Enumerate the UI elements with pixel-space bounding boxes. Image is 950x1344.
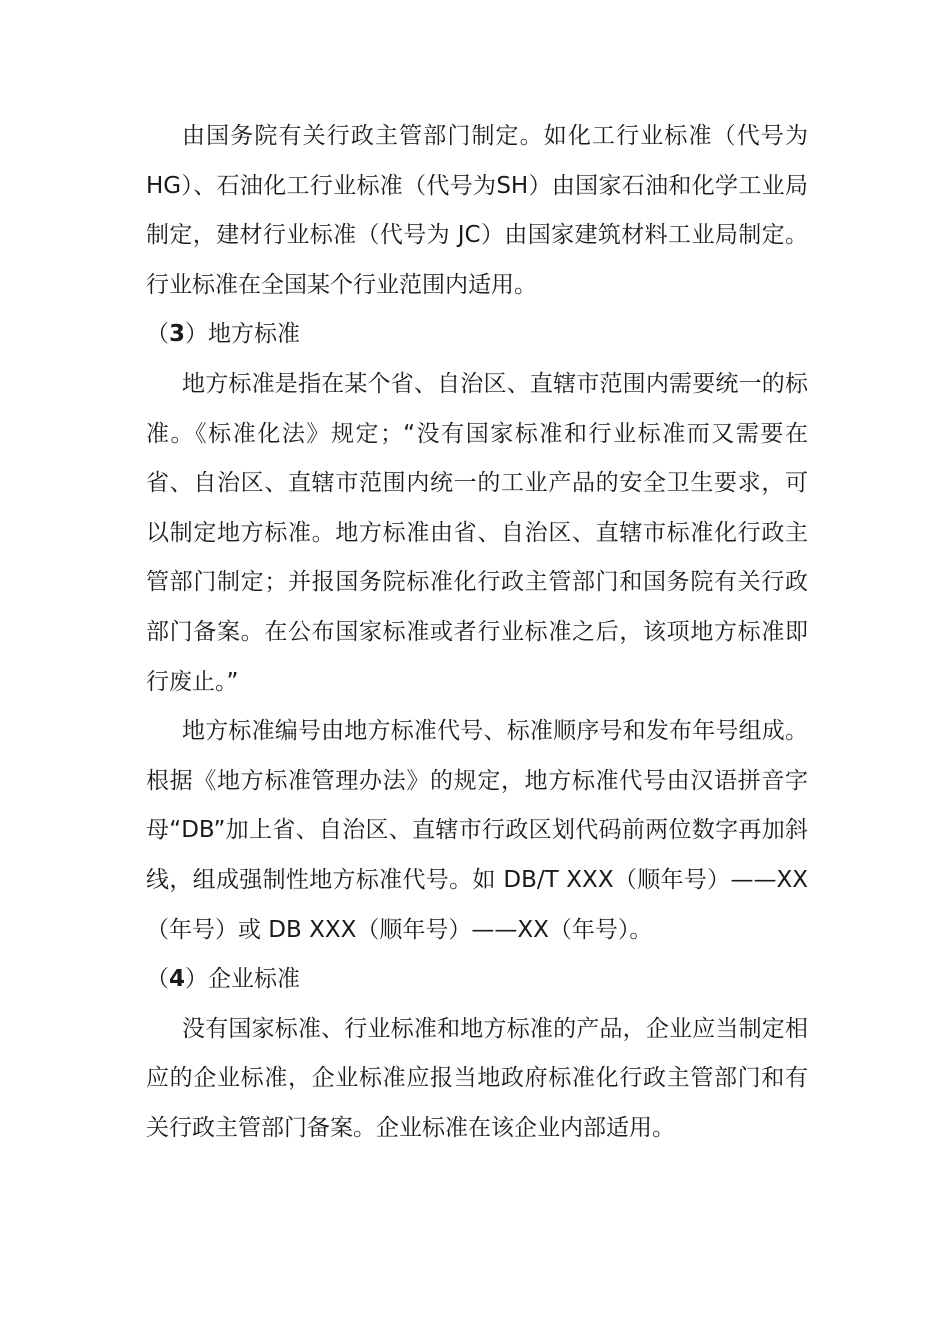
- section-heading-local-standard: [146, 310, 808, 360]
- heading-paren-open: （: [146, 321, 169, 348]
- heading-number: 3: [169, 321, 186, 348]
- paragraph-local-standard-numbering: 地方标准编号由地方标准代号、标准顺序号和发布年号组成。根据《地方标准管理办法》的规定，地方标准代号由汉语拼音字母“DB”加上省、自治区、直辖市行政区划代码前两位数字再加斜线，组成强制性地方标准代号。如 DB/T XXX（顺年号）——XX（年号）或 DB XXX（顺年号）——XX（年号）。: [146, 718, 808, 943]
- heading-title: 企业标准: [208, 966, 301, 993]
- heading-paren-open: （: [146, 966, 169, 993]
- heading-paren-close: ）: [185, 966, 209, 993]
- section-heading-enterprise-standard: [146, 955, 808, 1005]
- paragraph-enterprise-standard: 没有国家标准、行业标准和地方标准的产品，企业应当制定相应的企业标准，企业标准应报当地政府标准化行政主管部门和有关行政主管部门备案。企业标准在该企业内部适用。: [146, 1015, 808, 1141]
- document-body: [146, 112, 808, 1153]
- heading-paren-close: ）: [185, 321, 209, 348]
- heading-number: 4: [169, 966, 186, 993]
- heading-title: 地方标准: [208, 321, 301, 348]
- paragraph-industry-standard-continued: 由国务院有关行政主管部门制定。如化工行业标准（代号为HG）、石油化工行业标准（代号为SH）由国家石油和化学工业局制定，建材行业标准（代号为 JC）由国家建筑材料工业局制定。行业标准在全国某个行业范围内适用。: [146, 123, 808, 298]
- paragraph-local-standard-definition: 地方标准是指在某个省、自治区、直辖市范围内需要统一的标准。《标准化法》规定；“没有国家标准和行业标准而又需要在省、自治区、直辖市范围内统一的工业产品的安全卫生要求，可以制定地方标准。地方标准由省、自治区、直辖市标准化行政主管部门制定；并报国务院标准化行政主管部门和国务院有关行政部门备案。在公布国家标准或者行业标准之后，该项地方标准即行废止。”: [146, 370, 808, 695]
